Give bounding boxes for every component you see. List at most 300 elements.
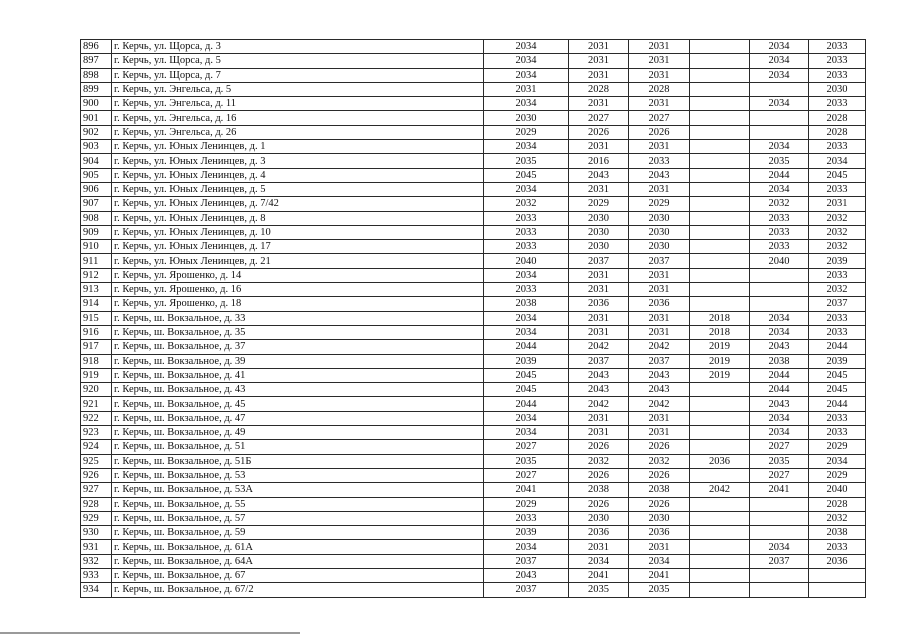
year-cell-4 [690, 168, 750, 182]
year-cell-5: 2034 [750, 140, 809, 154]
row-number-cell: 910 [81, 240, 112, 254]
row-number-cell: 906 [81, 182, 112, 196]
year-cell-4: 2018 [690, 325, 750, 339]
year-cell-1: 2045 [484, 383, 569, 397]
year-cell-1: 2029 [484, 125, 569, 139]
row-number-cell: 897 [81, 54, 112, 68]
year-cell-5 [750, 268, 809, 282]
year-cell-1: 2043 [484, 568, 569, 582]
row-number-cell: 926 [81, 468, 112, 482]
year-cell-2: 2026 [569, 497, 629, 511]
year-cell-3: 2030 [629, 240, 690, 254]
year-cell-6: 2028 [809, 497, 866, 511]
year-cell-1: 2034 [484, 182, 569, 196]
year-cell-4 [690, 583, 750, 597]
year-cell-1: 2032 [484, 197, 569, 211]
year-cell-3: 2034 [629, 554, 690, 568]
year-cell-3: 2042 [629, 397, 690, 411]
year-cell-1: 2034 [484, 540, 569, 554]
table-row [81, 97, 866, 111]
year-cell-5: 2044 [750, 368, 809, 382]
table-row [81, 311, 866, 325]
year-cell-4 [690, 40, 750, 54]
year-cell-3: 2031 [629, 411, 690, 425]
table-row [81, 111, 866, 125]
year-cell-6: 2033 [809, 54, 866, 68]
row-number-cell: 904 [81, 154, 112, 168]
year-cell-4 [690, 383, 750, 397]
year-cell-2: 2016 [569, 154, 629, 168]
year-cell-5 [750, 511, 809, 525]
year-cell-1: 2033 [484, 211, 569, 225]
year-cell-6: 2029 [809, 440, 866, 454]
address-cell: г. Керчь, ш. Вокзальное, д. 51Б [112, 454, 484, 468]
year-cell-4 [690, 54, 750, 68]
year-cell-5 [750, 297, 809, 311]
year-cell-2: 2037 [569, 354, 629, 368]
year-cell-2: 2030 [569, 511, 629, 525]
year-cell-1: 2035 [484, 454, 569, 468]
year-cell-6 [809, 583, 866, 597]
scan-edge-line [0, 632, 300, 634]
year-cell-5: 2033 [750, 240, 809, 254]
table-row [81, 240, 866, 254]
year-cell-2: 2031 [569, 182, 629, 196]
year-cell-5: 2043 [750, 340, 809, 354]
year-cell-3: 2031 [629, 182, 690, 196]
year-cell-4 [690, 111, 750, 125]
row-number-cell: 923 [81, 426, 112, 440]
year-cell-6: 2028 [809, 125, 866, 139]
row-number-cell: 898 [81, 68, 112, 82]
year-cell-5 [750, 568, 809, 582]
year-cell-5: 2035 [750, 154, 809, 168]
year-cell-6: 2037 [809, 297, 866, 311]
year-cell-5: 2034 [750, 426, 809, 440]
address-cell: г. Керчь, ул. Ярошенко, д. 16 [112, 283, 484, 297]
table-body [81, 40, 866, 598]
year-cell-3: 2026 [629, 440, 690, 454]
year-cell-6: 2039 [809, 254, 866, 268]
row-number-cell: 899 [81, 82, 112, 96]
year-cell-4 [690, 468, 750, 482]
year-cell-6: 2032 [809, 225, 866, 239]
row-number-cell: 908 [81, 211, 112, 225]
address-cell: г. Керчь, ш. Вокзальное, д. 53А [112, 483, 484, 497]
row-number-cell: 930 [81, 526, 112, 540]
row-number-cell: 922 [81, 411, 112, 425]
year-cell-1: 2033 [484, 283, 569, 297]
year-cell-3: 2030 [629, 211, 690, 225]
address-cell: г. Керчь, ш. Вокзальное, д. 57 [112, 511, 484, 525]
year-cell-6: 2039 [809, 354, 866, 368]
address-cell: г. Керчь, ул. Юных Ленинцев, д. 17 [112, 240, 484, 254]
address-cell: г. Керчь, ш. Вокзальное, д. 45 [112, 397, 484, 411]
year-cell-3: 2043 [629, 383, 690, 397]
year-cell-5: 2038 [750, 354, 809, 368]
year-cell-5 [750, 82, 809, 96]
year-cell-3: 2031 [629, 311, 690, 325]
year-cell-4 [690, 283, 750, 297]
address-cell: г. Керчь, ул. Юных Ленинцев, д. 3 [112, 154, 484, 168]
year-cell-5: 2044 [750, 383, 809, 397]
row-number-cell: 921 [81, 397, 112, 411]
year-cell-2: 2031 [569, 54, 629, 68]
year-cell-4 [690, 397, 750, 411]
year-cell-4 [690, 211, 750, 225]
year-cell-1: 2027 [484, 440, 569, 454]
year-cell-2: 2043 [569, 368, 629, 382]
row-number-cell: 920 [81, 383, 112, 397]
year-cell-6: 2033 [809, 540, 866, 554]
row-number-cell: 915 [81, 311, 112, 325]
year-cell-3: 2038 [629, 483, 690, 497]
year-cell-1: 2034 [484, 68, 569, 82]
row-number-cell: 918 [81, 354, 112, 368]
table-row [81, 554, 866, 568]
row-number-cell: 914 [81, 297, 112, 311]
year-cell-1: 2037 [484, 583, 569, 597]
year-cell-1: 2041 [484, 483, 569, 497]
address-cell: г. Керчь, ул. Юных Ленинцев, д. 10 [112, 225, 484, 239]
year-cell-5: 2034 [750, 411, 809, 425]
address-cell: г. Керчь, ш. Вокзальное, д. 67 [112, 568, 484, 582]
year-cell-4 [690, 497, 750, 511]
year-cell-5 [750, 283, 809, 297]
year-cell-6: 2033 [809, 325, 866, 339]
year-cell-1: 2044 [484, 340, 569, 354]
table-row [81, 454, 866, 468]
year-cell-5: 2034 [750, 182, 809, 196]
year-cell-4 [690, 197, 750, 211]
address-cell: г. Керчь, ш. Вокзальное, д. 55 [112, 497, 484, 511]
year-cell-6: 2030 [809, 82, 866, 96]
row-number-cell: 901 [81, 111, 112, 125]
year-cell-2: 2042 [569, 397, 629, 411]
year-cell-5: 2027 [750, 468, 809, 482]
year-cell-1: 2035 [484, 154, 569, 168]
row-number-cell: 905 [81, 168, 112, 182]
housing-schedule-table [80, 39, 866, 598]
table-row [81, 397, 866, 411]
year-cell-3: 2028 [629, 82, 690, 96]
year-cell-6: 2033 [809, 411, 866, 425]
row-number-cell: 929 [81, 511, 112, 525]
year-cell-3: 2036 [629, 526, 690, 540]
table-row [81, 511, 866, 525]
table-row [81, 411, 866, 425]
year-cell-1: 2034 [484, 311, 569, 325]
year-cell-5: 2034 [750, 68, 809, 82]
year-cell-4 [690, 568, 750, 582]
year-cell-2: 2030 [569, 225, 629, 239]
year-cell-3: 2043 [629, 168, 690, 182]
year-cell-2: 2027 [569, 111, 629, 125]
year-cell-4: 2019 [690, 368, 750, 382]
row-number-cell: 896 [81, 40, 112, 54]
year-cell-2: 2036 [569, 526, 629, 540]
year-cell-5: 2035 [750, 454, 809, 468]
address-cell: г. Керчь, ш. Вокзальное, д. 53 [112, 468, 484, 482]
table-row [81, 497, 866, 511]
year-cell-6: 2032 [809, 511, 866, 525]
year-cell-6: 2033 [809, 268, 866, 282]
year-cell-3: 2029 [629, 197, 690, 211]
year-cell-5: 2034 [750, 40, 809, 54]
row-number-cell: 913 [81, 283, 112, 297]
year-cell-2: 2041 [569, 568, 629, 582]
year-cell-6: 2038 [809, 526, 866, 540]
table-row [81, 583, 866, 597]
year-cell-3: 2031 [629, 540, 690, 554]
table-row [81, 82, 866, 96]
year-cell-3: 2026 [629, 468, 690, 482]
year-cell-1: 2034 [484, 54, 569, 68]
year-cell-6: 2034 [809, 154, 866, 168]
address-cell: г. Керчь, ш. Вокзальное, д. 33 [112, 311, 484, 325]
year-cell-3: 2031 [629, 140, 690, 154]
year-cell-4 [690, 297, 750, 311]
year-cell-6 [809, 568, 866, 582]
year-cell-4 [690, 182, 750, 196]
year-cell-5: 2034 [750, 311, 809, 325]
table-row [81, 268, 866, 282]
year-cell-4: 2036 [690, 454, 750, 468]
year-cell-2: 2029 [569, 197, 629, 211]
year-cell-2: 2026 [569, 440, 629, 454]
year-cell-6: 2028 [809, 111, 866, 125]
year-cell-3: 2031 [629, 325, 690, 339]
year-cell-4 [690, 240, 750, 254]
year-cell-6: 2033 [809, 311, 866, 325]
year-cell-4: 2019 [690, 354, 750, 368]
year-cell-1: 2034 [484, 40, 569, 54]
year-cell-5: 2037 [750, 554, 809, 568]
year-cell-5: 2033 [750, 211, 809, 225]
year-cell-3: 2031 [629, 54, 690, 68]
year-cell-5 [750, 583, 809, 597]
year-cell-2: 2031 [569, 40, 629, 54]
year-cell-1: 2029 [484, 497, 569, 511]
year-cell-4 [690, 268, 750, 282]
address-cell: г. Керчь, ш. Вокзальное, д. 59 [112, 526, 484, 540]
year-cell-2: 2037 [569, 254, 629, 268]
row-number-cell: 932 [81, 554, 112, 568]
year-cell-6: 2033 [809, 68, 866, 82]
table-row [81, 140, 866, 154]
address-cell: г. Керчь, ш. Вокзальное, д. 51 [112, 440, 484, 454]
year-cell-6: 2033 [809, 140, 866, 154]
row-number-cell: 925 [81, 454, 112, 468]
row-number-cell: 907 [81, 197, 112, 211]
year-cell-3: 2030 [629, 511, 690, 525]
year-cell-5 [750, 125, 809, 139]
year-cell-3: 2031 [629, 68, 690, 82]
year-cell-2: 2030 [569, 240, 629, 254]
table-row [81, 168, 866, 182]
row-number-cell: 900 [81, 97, 112, 111]
year-cell-4 [690, 526, 750, 540]
year-cell-4 [690, 554, 750, 568]
year-cell-6: 2032 [809, 283, 866, 297]
year-cell-2: 2031 [569, 97, 629, 111]
table-row [81, 526, 866, 540]
year-cell-6: 2033 [809, 426, 866, 440]
year-cell-3: 2043 [629, 368, 690, 382]
year-cell-3: 2026 [629, 497, 690, 511]
row-number-cell: 902 [81, 125, 112, 139]
year-cell-1: 2037 [484, 554, 569, 568]
year-cell-1: 2040 [484, 254, 569, 268]
address-cell: г. Керчь, ул. Юных Ленинцев, д. 8 [112, 211, 484, 225]
year-cell-1: 2034 [484, 268, 569, 282]
address-cell: г. Керчь, ул. Энгельса, д. 26 [112, 125, 484, 139]
address-cell: г. Керчь, ш. Вокзальное, д. 37 [112, 340, 484, 354]
year-cell-4 [690, 540, 750, 554]
table-row [81, 483, 866, 497]
year-cell-6: 2033 [809, 40, 866, 54]
table-row [81, 468, 866, 482]
row-number-cell: 928 [81, 497, 112, 511]
table-row [81, 197, 866, 211]
address-cell: г. Керчь, ш. Вокзальное, д. 41 [112, 368, 484, 382]
table-row [81, 340, 866, 354]
address-cell: г. Керчь, ул. Юных Ленинцев, д. 21 [112, 254, 484, 268]
year-cell-3: 2032 [629, 454, 690, 468]
year-cell-5 [750, 111, 809, 125]
year-cell-1: 2045 [484, 368, 569, 382]
year-cell-2: 2031 [569, 325, 629, 339]
address-cell: г. Керчь, ш. Вокзальное, д. 35 [112, 325, 484, 339]
row-number-cell: 903 [81, 140, 112, 154]
year-cell-4 [690, 511, 750, 525]
address-cell: г. Керчь, ул. Юных Ленинцев, д. 7/42 [112, 197, 484, 211]
year-cell-3: 2041 [629, 568, 690, 582]
row-number-cell: 916 [81, 325, 112, 339]
year-cell-5 [750, 526, 809, 540]
table-row [81, 40, 866, 54]
year-cell-1: 2034 [484, 426, 569, 440]
year-cell-2: 2031 [569, 311, 629, 325]
table-row [81, 154, 866, 168]
year-cell-2: 2038 [569, 483, 629, 497]
year-cell-4 [690, 254, 750, 268]
year-cell-6: 2045 [809, 383, 866, 397]
table-row [81, 211, 866, 225]
year-cell-6: 2044 [809, 397, 866, 411]
address-cell: г. Керчь, ул. Энгельса, д. 11 [112, 97, 484, 111]
year-cell-1: 2033 [484, 225, 569, 239]
year-cell-1: 2034 [484, 411, 569, 425]
row-number-cell: 909 [81, 225, 112, 239]
year-cell-3: 2036 [629, 297, 690, 311]
table-row [81, 325, 866, 339]
year-cell-1: 2039 [484, 354, 569, 368]
year-cell-4 [690, 440, 750, 454]
year-cell-2: 2026 [569, 125, 629, 139]
row-number-cell: 919 [81, 368, 112, 382]
year-cell-2: 2031 [569, 540, 629, 554]
address-cell: г. Керчь, ул. Щорса, д. 5 [112, 54, 484, 68]
year-cell-3: 2026 [629, 125, 690, 139]
year-cell-3: 2035 [629, 583, 690, 597]
table-row [81, 283, 866, 297]
address-cell: г. Керчь, ул. Юных Ленинцев, д. 1 [112, 140, 484, 154]
year-cell-2: 2035 [569, 583, 629, 597]
address-cell: г. Керчь, ул. Юных Ленинцев, д. 5 [112, 182, 484, 196]
address-cell: г. Керчь, ш. Вокзальное, д. 39 [112, 354, 484, 368]
year-cell-1: 2030 [484, 111, 569, 125]
year-cell-6: 2045 [809, 168, 866, 182]
table-row [81, 540, 866, 554]
year-cell-2: 2031 [569, 68, 629, 82]
row-number-cell: 917 [81, 340, 112, 354]
year-cell-6: 2044 [809, 340, 866, 354]
year-cell-2: 2034 [569, 554, 629, 568]
year-cell-2: 2043 [569, 168, 629, 182]
year-cell-1: 2044 [484, 397, 569, 411]
table-row [81, 354, 866, 368]
year-cell-5: 2033 [750, 225, 809, 239]
row-number-cell: 934 [81, 583, 112, 597]
year-cell-3: 2027 [629, 111, 690, 125]
year-cell-4 [690, 154, 750, 168]
row-number-cell: 927 [81, 483, 112, 497]
year-cell-5: 2034 [750, 325, 809, 339]
row-number-cell: 931 [81, 540, 112, 554]
year-cell-2: 2042 [569, 340, 629, 354]
year-cell-5: 2040 [750, 254, 809, 268]
year-cell-6: 2029 [809, 468, 866, 482]
year-cell-6: 2040 [809, 483, 866, 497]
year-cell-2: 2030 [569, 211, 629, 225]
table-row [81, 54, 866, 68]
year-cell-1: 2027 [484, 468, 569, 482]
year-cell-3: 2031 [629, 426, 690, 440]
year-cell-1: 2034 [484, 325, 569, 339]
table-row [81, 568, 866, 582]
year-cell-6: 2033 [809, 97, 866, 111]
year-cell-2: 2031 [569, 140, 629, 154]
year-cell-6: 2032 [809, 211, 866, 225]
year-cell-4 [690, 68, 750, 82]
table-row [81, 440, 866, 454]
year-cell-6: 2034 [809, 454, 866, 468]
year-cell-1: 2034 [484, 97, 569, 111]
address-cell: г. Керчь, ш. Вокзальное, д. 67/2 [112, 583, 484, 597]
year-cell-2: 2031 [569, 283, 629, 297]
table-row [81, 426, 866, 440]
year-cell-5: 2043 [750, 397, 809, 411]
address-cell: г. Керчь, ш. Вокзальное, д. 49 [112, 426, 484, 440]
table-row [81, 383, 866, 397]
year-cell-3: 2031 [629, 283, 690, 297]
row-number-cell: 924 [81, 440, 112, 454]
address-cell: г. Керчь, ул. Юных Ленинцев, д. 4 [112, 168, 484, 182]
year-cell-6: 2032 [809, 240, 866, 254]
row-number-cell: 912 [81, 268, 112, 282]
year-cell-4 [690, 125, 750, 139]
year-cell-3: 2037 [629, 354, 690, 368]
address-cell: г. Керчь, ш. Вокзальное, д. 64А [112, 554, 484, 568]
year-cell-4 [690, 82, 750, 96]
year-cell-1: 2033 [484, 511, 569, 525]
year-cell-2: 2032 [569, 454, 629, 468]
address-cell: г. Керчь, ул. Ярошенко, д. 14 [112, 268, 484, 282]
year-cell-5 [750, 497, 809, 511]
address-cell: г. Керчь, ш. Вокзальное, д. 43 [112, 383, 484, 397]
row-number-cell: 933 [81, 568, 112, 582]
